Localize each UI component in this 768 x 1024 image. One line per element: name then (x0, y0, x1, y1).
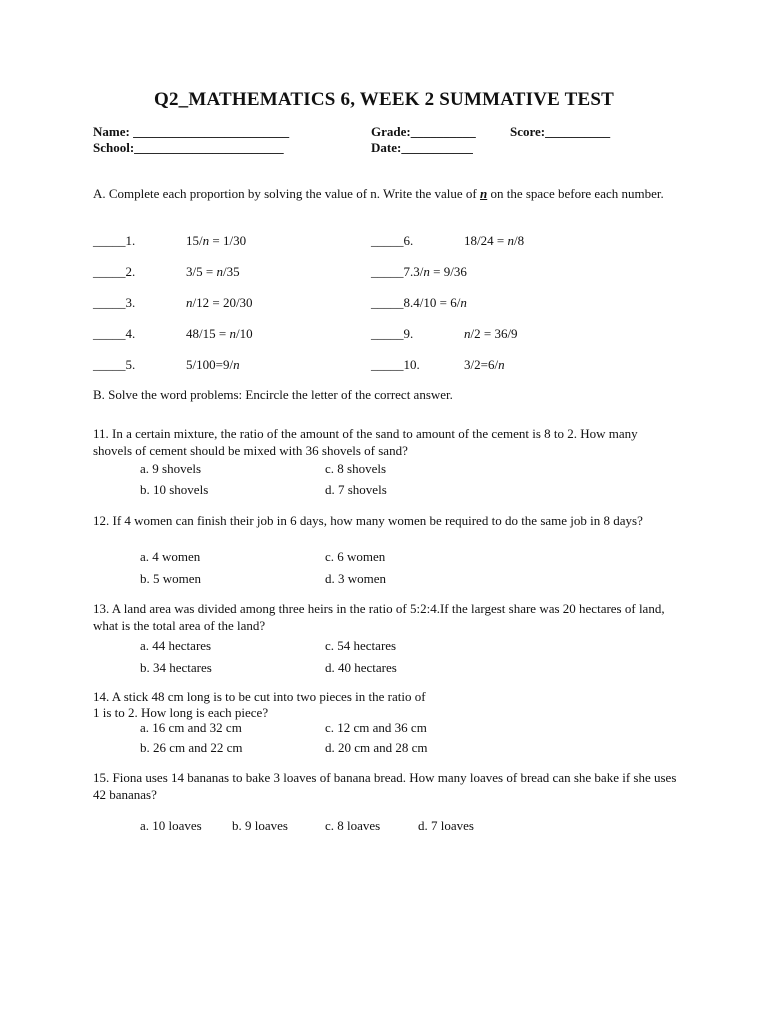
question-12-option-a[interactable]: a. 4 women (140, 549, 201, 564)
instruction-text-post: on the space before each number. (487, 186, 664, 201)
proportion-expression: 3/5 = n/35 (186, 264, 240, 279)
instruction-text-pre: A. Complete each proportion by solving the value of n. Write the value of (93, 186, 480, 201)
proportion-item-5 (93, 357, 240, 374)
proportion-expression: n/12 = 20/30 (186, 295, 253, 310)
item-number: _____8.4/10 = 6/ (371, 295, 461, 310)
proportion-item-3 (93, 295, 253, 312)
item-number: _____7.3/ (371, 264, 424, 279)
score-field: Score:__________ (510, 124, 611, 139)
proportion-item-4 (93, 326, 253, 343)
question-14-option-a[interactable]: a. 16 cm and 32 cm (140, 720, 242, 735)
item-number: _____10. (371, 357, 420, 372)
proportion-expression: 3/2=6/n (464, 357, 505, 372)
question-15-option-d[interactable]: d. 7 loaves (418, 818, 474, 833)
question-13-option-d[interactable]: d. 40 hectares (325, 660, 397, 675)
item-number: _____3. (93, 295, 136, 310)
question-15-option-a[interactable]: a. 10 loaves (140, 818, 202, 833)
question-11-text: 11. In a certain mixture, the ratio of the amount of the sand to amount of the cement is 8 to 2. How many shovels of cement should be mixed with 36 shovels of sand? (93, 426, 638, 458)
question-12-option-c[interactable]: c. 6 women (325, 549, 386, 564)
page-title: Q2_MATHEMATICS 6, WEEK 2 SUMMATIVE TEST (154, 89, 614, 110)
proportion-expression: 18/24 = n/8 (464, 233, 525, 248)
question-14-option-c[interactable]: c. 12 cm and 36 cm (325, 720, 427, 735)
question-15-option-c[interactable]: c. 8 loaves (325, 818, 381, 833)
question-14-option-d[interactable]: d. 20 cm and 28 cm (325, 740, 428, 755)
question-12-text: 12. If 4 women can finish their job in 6 days, how many women be required to do the same job in 8 days? (93, 513, 643, 528)
proportion-expression: 48/15 = n/10 (186, 326, 253, 341)
question-11-option-b[interactable]: b. 10 shovels (140, 482, 209, 497)
question-13-option-b[interactable]: b. 34 hectares (140, 660, 212, 675)
question-13-option-a[interactable]: a. 44 hectares (140, 638, 212, 653)
grade-field: Grade:__________ (371, 124, 476, 139)
item-number: _____2. (93, 264, 136, 279)
item-number: _____1. (93, 233, 136, 248)
part-b-instruction: B. Solve the word problems: Encircle the letter of the correct answer. (93, 387, 453, 402)
proportion-expression: n/2 = 36/9 (464, 326, 518, 341)
question-12-option-d[interactable]: d. 3 women (325, 571, 387, 586)
proportion-item-2 (93, 264, 240, 281)
item-number: _____5. (93, 357, 136, 372)
proportion-item-7: _____7.3/n = 9/36 (371, 264, 467, 279)
proportion-item-9 (371, 326, 518, 343)
date-field: Date:___________ (371, 140, 473, 155)
proportion-expression: 5/100=9/n (186, 357, 240, 372)
question-13-text: 13. A land area was divided among three heirs in the ratio of 5:2:4.If the largest share was 20 hectares of land, what is the total area of the land? (93, 601, 665, 633)
item-number: _____6. (371, 233, 414, 248)
item-number: _____9. (371, 326, 414, 341)
instruction-variable-n: n (479, 186, 488, 201)
part-a-instruction (93, 186, 678, 203)
proportion-item-10 (371, 357, 505, 374)
question-14-text-line-2: 1 is to 2. How long is each piece? (93, 705, 269, 720)
question-14-option-b[interactable]: b. 26 cm and 22 cm (140, 740, 243, 755)
proportion-expression: 15/n = 1/30 (186, 233, 247, 248)
item-number: _____4. (93, 326, 136, 341)
question-15-option-b[interactable]: b. 9 loaves (232, 818, 288, 833)
proportion-item-1 (93, 233, 247, 250)
question-12-option-b[interactable]: b. 5 women (140, 571, 202, 586)
proportion-item-6 (371, 233, 525, 250)
question-11-option-d[interactable]: d. 7 shovels (325, 482, 387, 497)
question-14-text-line-1: 14. A stick 48 cm long is to be cut into two pieces in the ratio of (93, 689, 426, 704)
question-15-text: 15. Fiona uses 14 bananas to bake 3 loaves of banana bread. How many loaves of bread can she bake if she uses 42 bananas? (93, 770, 677, 802)
school-field: School:_______________________ (93, 140, 284, 155)
question-13-option-c[interactable]: c. 54 hectares (325, 638, 397, 653)
question-11-option-c[interactable]: c. 8 shovels (325, 461, 387, 476)
proportion-item-8: _____8.4/10 = 6/n (371, 295, 467, 310)
question-11-option-a[interactable]: a. 9 shovels (140, 461, 202, 476)
name-field: Name: ________________________ (93, 124, 290, 139)
